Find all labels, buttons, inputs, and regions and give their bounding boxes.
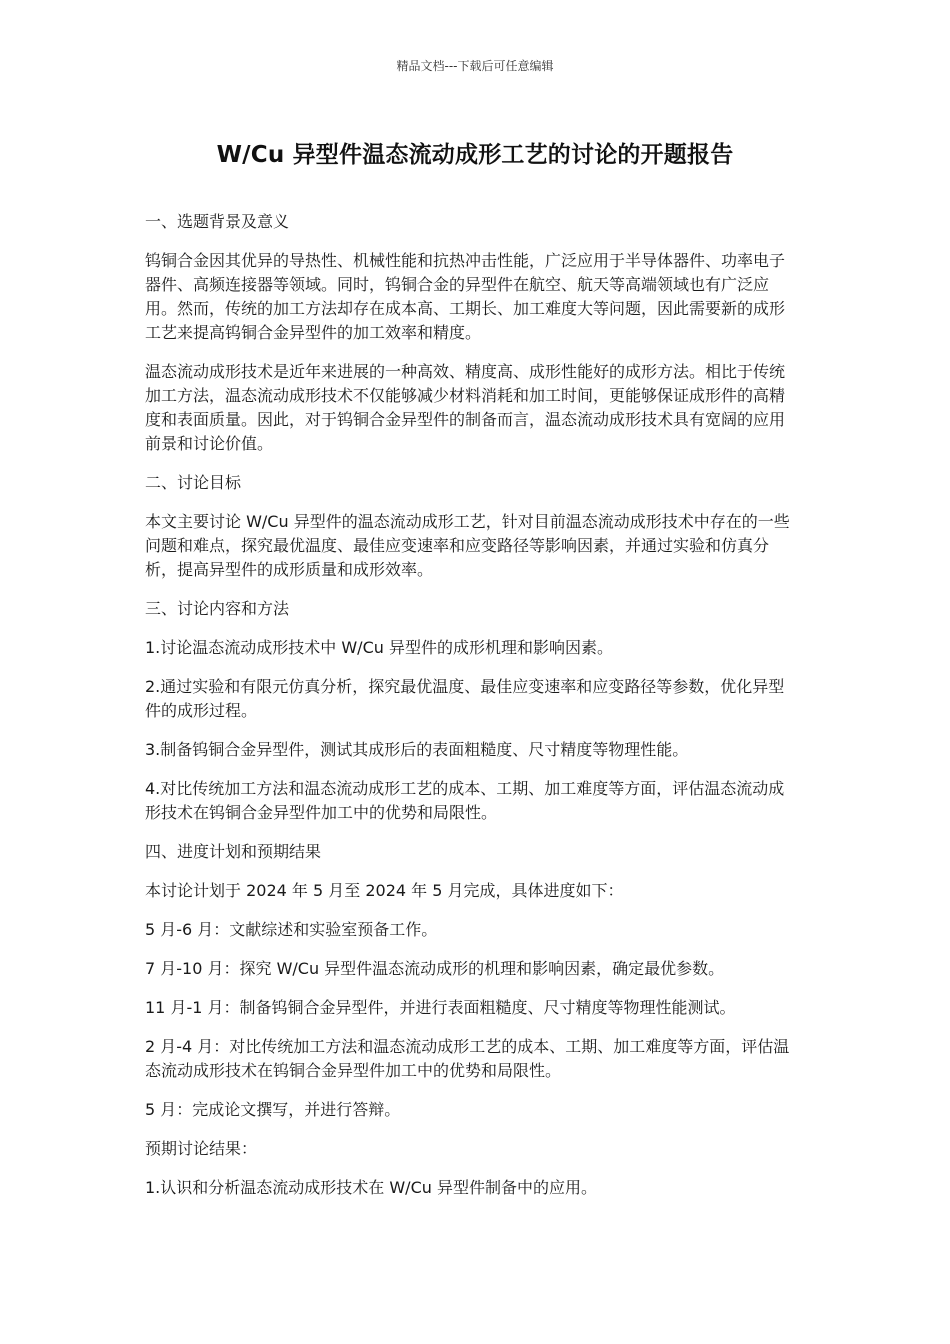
schedule-item: 2 月-4 月：对比传统加工方法和温态流动成形工艺的成本、工期、加工难度等方面，评估温态流动成形技术在钨铜合金异型件加工中的优势和局限性。: [145, 1037, 790, 1080]
document-body: [145, 210, 797, 1215]
schedule-item: 5 月：完成论文撰写，并进行答辩。: [145, 1100, 401, 1119]
document-title: W/Cu 异型件温态流动成形工艺的讨论的开题报告: [216, 142, 734, 168]
page-header-note: 精品文档---下载后可任意编辑: [396, 59, 554, 73]
list-item: 4.对比传统加工方法和温态流动成形工艺的成本、工期、加工难度等方面，评估温态流动成形技术在钨铜合金异型件加工中的优势和局限性。: [145, 779, 785, 822]
paragraph: 温态流动成形技术是近年来进展的一种高效、精度高、成形性能好的成形方法。相比于传统加工方法，温态流动成形技术不仅能够减少材料消耗和加工时间，更能够保证成形件的高精度和表面质量。因此，对于钨铜合金异型件的制备而言，温态流动成形技术具有宽阔的应用前景和讨论价值。: [145, 362, 786, 453]
section-heading-content-methods: 三、讨论内容和方法: [145, 599, 290, 618]
paragraph: 本讨论计划于 2024 年 5 月至 2024 年 5 月完成，具体进度如下：: [145, 881, 624, 900]
section-heading-objectives: 二、讨论目标: [145, 473, 242, 492]
schedule-item: 11 月-1 月：制备钨铜合金异型件，并进行表面粗糙度、尺寸精度等物理性能测试。: [145, 998, 736, 1017]
paragraph: 钨铜合金因其优异的导热性、机械性能和抗热冲击性能，广泛应用于半导体器件、功率电子器件、高频连接器等领域。同时，钨铜合金的异型件在航空、航天等高端领域也有广泛应用。然而，传统的加工方法却存在成本高、工期长、加工难度大等问题，因此需要新的成形工艺来提高钨铜合金异型件的加工效率和精度。: [145, 251, 786, 342]
list-item: 1.讨论温态流动成形技术中 W/Cu 异型件的成形机理和影响因素。: [145, 638, 613, 657]
schedule-item: 7 月-10 月：探究 W/Cu 异型件温态流动成形的机理和影响因素，确定最优参数。: [145, 959, 725, 978]
list-item: 2.通过实验和有限元仿真分析，探究最优温度、最佳应变速率和应变路径等参数，优化异型件的成形过程。: [145, 677, 785, 720]
list-item: 1.认识和分析温态流动成形技术在 W/Cu 异型件制备中的应用。: [145, 1178, 597, 1197]
section-heading-schedule: 四、进度计划和预期结果: [145, 842, 322, 861]
section-heading-background: 一、选题背景及意义: [145, 212, 290, 231]
paragraph: 本文主要讨论 W/Cu 异型件的温态流动成形工艺，针对目前温态流动成形技术中存在的一些问题和难点，探究最优温度、最佳应变速率和应变路径等影响因素，并通过实验和仿真分析，提高异型件的成形质量和成形效率。: [145, 512, 790, 579]
list-item: 3.制备钨铜合金异型件，测试其成形后的表面粗糙度、尺寸精度等物理性能。: [145, 740, 689, 759]
schedule-item: 5 月-6 月：文献综述和实验室预备工作。: [145, 920, 438, 939]
expected-results-heading: 预期讨论结果：: [145, 1139, 258, 1158]
